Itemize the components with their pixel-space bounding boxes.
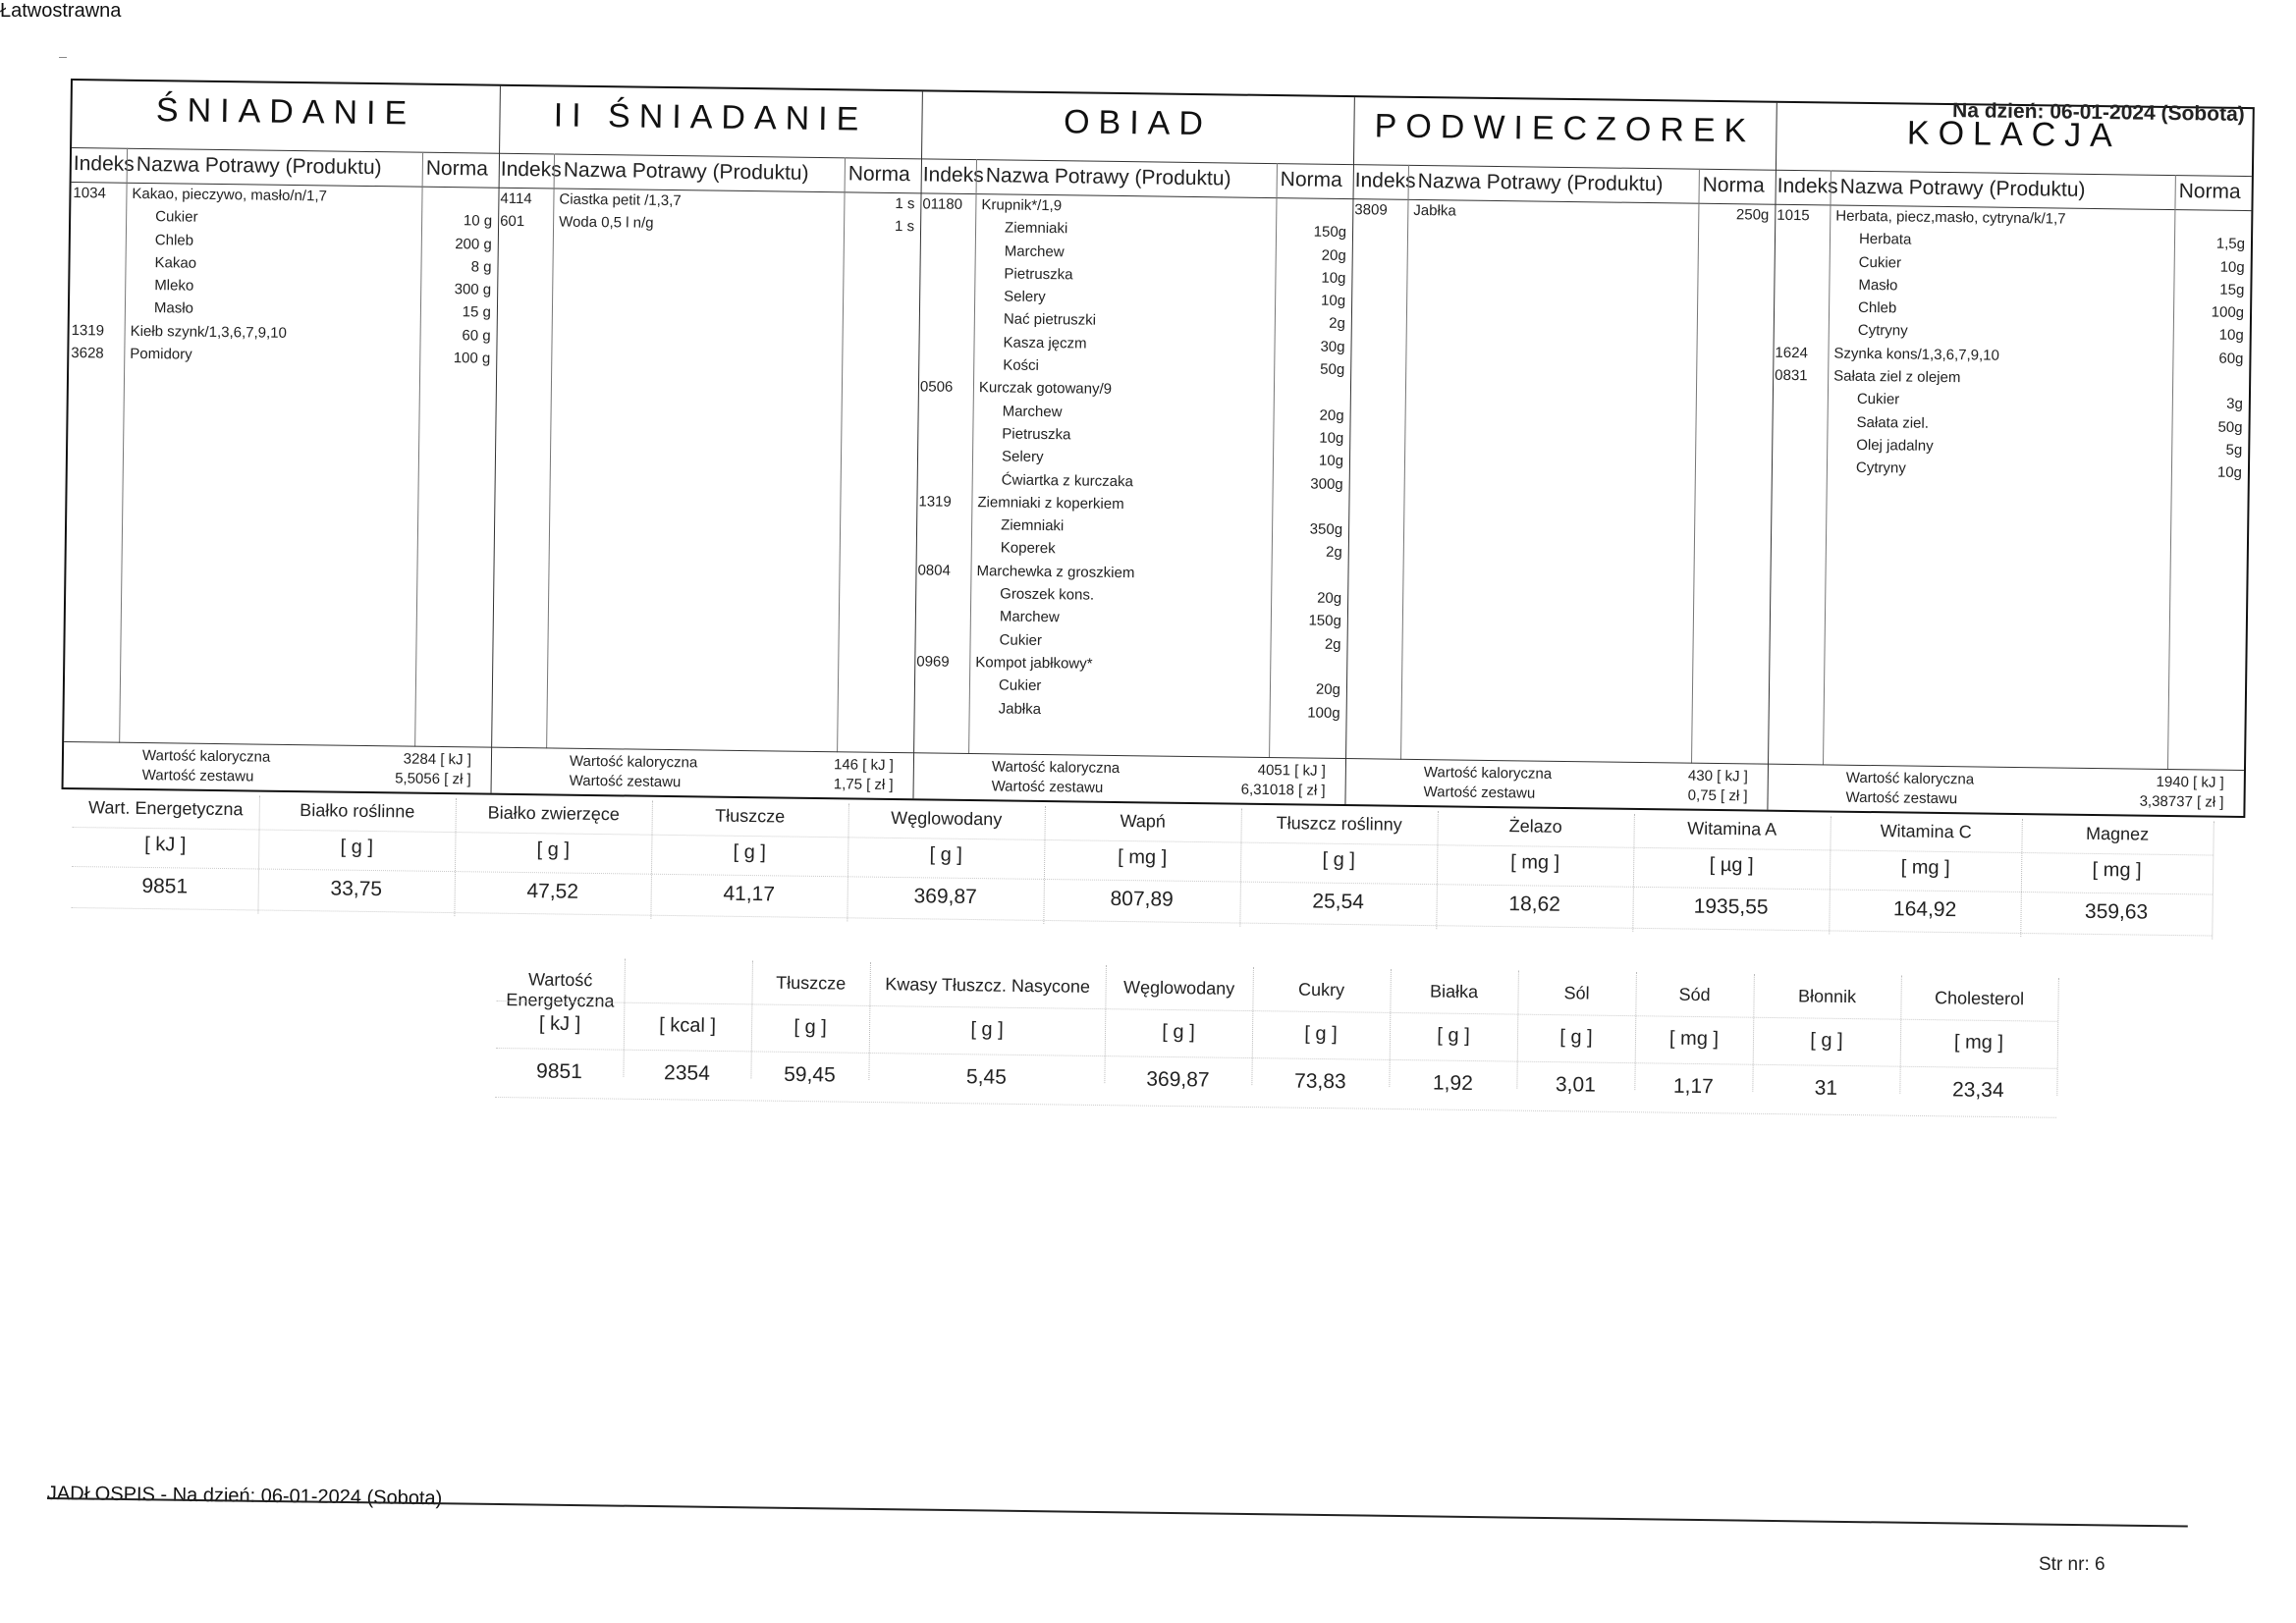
nutrient-value: 18,62 bbox=[1508, 893, 1561, 916]
row-norm: 20g bbox=[1317, 589, 1342, 608]
menu-table bbox=[62, 79, 2255, 818]
nutrient-value: 33,75 bbox=[330, 877, 383, 901]
nutrient-column bbox=[257, 795, 457, 916]
row-norm: 250g bbox=[1735, 206, 1770, 224]
row-product: Ziemniaki bbox=[1004, 219, 1068, 238]
nutrient-name: Tłuszcze bbox=[715, 805, 786, 827]
meal-summary bbox=[912, 752, 1345, 804]
row-norm: 8 g bbox=[470, 258, 492, 276]
meal-title: OBIAD bbox=[1063, 103, 1213, 143]
header-idx: Indeks bbox=[500, 157, 562, 182]
row-product: Ziemniaki bbox=[1001, 516, 1065, 535]
nutrient-column bbox=[1043, 806, 1242, 927]
row-norm: 60 g bbox=[462, 327, 491, 345]
meal-rows bbox=[498, 190, 921, 242]
header-idx: Indeks bbox=[1354, 169, 1416, 192]
row-norm: 100g bbox=[2211, 303, 2245, 322]
row-product: Chleb bbox=[154, 231, 194, 249]
row-norm: 10g bbox=[1321, 269, 1346, 287]
row-product: Cukier bbox=[1858, 253, 1902, 272]
cost-value: 3,38737 [ zł ] bbox=[2139, 792, 2224, 811]
nutrient-value: 31 bbox=[1814, 1076, 1838, 1100]
row-product: Jabłka bbox=[1413, 201, 1456, 220]
calorie-value: 3284 [ kJ ] bbox=[403, 750, 472, 769]
row-product: Cukier bbox=[155, 208, 198, 227]
meal-header-row bbox=[1775, 170, 2251, 211]
row-norm: 20g bbox=[1321, 246, 1346, 264]
row-norm: 50g bbox=[2217, 418, 2243, 436]
nutrient-name: Wapń bbox=[1120, 810, 1167, 832]
nutrient-value: 1,17 bbox=[1672, 1074, 1714, 1099]
row-index: 3628 bbox=[71, 345, 104, 362]
row-norm: 50g bbox=[1320, 360, 1345, 379]
meal-rows bbox=[1772, 207, 2252, 488]
row-product: Kompot jabłkowy* bbox=[975, 654, 1093, 673]
row-index: 1034 bbox=[73, 185, 106, 202]
row-product: Sałata ziel z olejem bbox=[1833, 367, 1961, 387]
row-norm: 150g bbox=[1313, 223, 1347, 242]
nutrient-value: 807,89 bbox=[1110, 887, 1174, 911]
cost-label: Wartość zestawu bbox=[991, 778, 1104, 796]
row-norm: 300 g bbox=[454, 281, 492, 298]
nutrient-column bbox=[1516, 971, 1637, 1097]
nutrient-unit: [ g ] bbox=[536, 839, 571, 861]
meal-summary bbox=[1767, 764, 2244, 816]
nutrient-unit: [ kJ ] bbox=[538, 1012, 581, 1036]
row-product: Sałata ziel. bbox=[1856, 413, 1930, 432]
nutrient-unit: [ g ] bbox=[929, 843, 963, 866]
row-product: Mleko bbox=[154, 277, 194, 295]
meal-title: KOLACJA bbox=[1906, 114, 2122, 155]
nutrient-column bbox=[868, 962, 1107, 1089]
meal-row bbox=[1352, 201, 1775, 230]
cost-value: 1,75 [ zł ] bbox=[833, 776, 894, 794]
nutrient-value: 47,52 bbox=[526, 880, 579, 903]
row-product: Ziemniaki z koperkiem bbox=[977, 493, 1124, 513]
nutrient-column bbox=[71, 793, 260, 913]
nutrient-value: 25,54 bbox=[1312, 890, 1365, 914]
meal-column bbox=[64, 81, 501, 793]
nutrient-value: 9851 bbox=[535, 1059, 582, 1084]
row-norm: 1 s bbox=[894, 218, 915, 236]
meal-rows bbox=[69, 185, 498, 373]
row-product: Herbata bbox=[1858, 231, 1912, 248]
row-index: 1319 bbox=[918, 493, 952, 511]
meal-row bbox=[69, 345, 496, 373]
row-product: Marchew bbox=[1004, 243, 1065, 260]
nutrient-unit: [ g ] bbox=[1162, 1020, 1195, 1044]
calorie-label: Wartość kaloryczna bbox=[1423, 764, 1553, 783]
nutrient-name: Magnez bbox=[2085, 823, 2150, 844]
meal-column bbox=[491, 86, 923, 799]
nutrient-name: Błonnik bbox=[1797, 986, 1857, 1007]
calorie-label: Wartość kaloryczna bbox=[991, 758, 1121, 778]
nutrient-name bbox=[625, 971, 752, 973]
nutrient-name: Sód bbox=[1678, 984, 1711, 1005]
row-index: 0831 bbox=[1775, 366, 1808, 385]
nutrient-name: Witamina C bbox=[1880, 821, 1972, 842]
nutrient-column bbox=[1899, 976, 2059, 1103]
row-product: Kasza jęczm bbox=[1003, 334, 1087, 352]
nutrient-name: Wart. Energetyczna bbox=[87, 797, 244, 820]
row-index: 0804 bbox=[917, 562, 952, 579]
nutrient-column bbox=[623, 959, 753, 1085]
nutrient-column bbox=[750, 960, 871, 1087]
row-product: Pietruszka bbox=[1002, 425, 1071, 444]
meal-rows bbox=[1352, 201, 1775, 230]
nutrient-column bbox=[1389, 969, 1519, 1096]
meal-column bbox=[912, 91, 1354, 804]
meal-column bbox=[1344, 97, 1777, 810]
nutrient-name: Tłuszcz roślinny bbox=[1276, 813, 1402, 835]
row-index: 1319 bbox=[71, 321, 105, 340]
nutrient-column bbox=[1752, 974, 1902, 1100]
meal-header-row bbox=[72, 147, 499, 189]
nutrient-name: Białko zwierzęce bbox=[487, 802, 620, 825]
row-product: Marchew bbox=[999, 608, 1060, 626]
header-norm: Norma bbox=[2178, 180, 2241, 203]
row-norm: 5g bbox=[2225, 441, 2243, 459]
header-name: Nazwa Potrawy (Produktu) bbox=[1417, 169, 1664, 196]
row-product: Groszek kons. bbox=[1000, 585, 1095, 604]
nutrient-value: 9851 bbox=[141, 874, 189, 898]
nutrient-name: Żelazo bbox=[1508, 816, 1562, 837]
row-norm: 10g bbox=[1321, 292, 1346, 310]
row-product: Herbata, piecz,masło, cytryna/k/1,7 bbox=[1835, 207, 2066, 228]
column-divider bbox=[546, 153, 555, 748]
row-product: Nać pietruszki bbox=[1003, 310, 1097, 330]
header-name: Nazwa Potrawy (Produktu) bbox=[1839, 175, 2086, 201]
row-norm: 20g bbox=[1315, 680, 1341, 699]
row-norm: 100g bbox=[1307, 704, 1340, 722]
header-norm: Norma bbox=[1280, 168, 1342, 191]
nutrient-value: 1935,55 bbox=[1693, 894, 1769, 919]
diet-name: Łatwostrawna bbox=[0, 0, 122, 22]
cost-label: Wartość zestawu bbox=[141, 767, 254, 785]
nutrient-column bbox=[1239, 809, 1439, 930]
row-norm: 300g bbox=[1310, 475, 1343, 493]
row-norm: 2g bbox=[1324, 635, 1341, 653]
header-name: Nazwa Potrawy (Produktu) bbox=[985, 164, 1231, 190]
row-product: Szynka kons/1,3,6,7,9,10 bbox=[1833, 345, 2000, 364]
row-index: 3809 bbox=[1354, 201, 1388, 219]
row-norm: 100 g bbox=[453, 350, 491, 367]
row-norm: 30g bbox=[1320, 338, 1345, 355]
nutrient-unit: [ mg ] bbox=[1900, 856, 1950, 880]
row-norm: 150g bbox=[1308, 612, 1341, 630]
row-index: 4114 bbox=[500, 189, 532, 208]
row-norm: 1,5g bbox=[2215, 235, 2246, 253]
nutrient-value: 73,83 bbox=[1293, 1069, 1346, 1094]
meal-summary bbox=[1344, 758, 1768, 810]
row-index: 01180 bbox=[922, 195, 963, 213]
row-product: Kiełb szynk/1,3,6,7,9,10 bbox=[130, 322, 288, 342]
cost-label: Wartość zestawu bbox=[569, 772, 682, 791]
nutrient-column bbox=[454, 798, 653, 919]
nutrient-unit: [ kcal ] bbox=[659, 1014, 717, 1037]
meal-title: ŚNIADANIE bbox=[155, 91, 416, 133]
meal-column bbox=[1767, 103, 2252, 816]
nutrient-value: 1,92 bbox=[1432, 1071, 1473, 1096]
column-divider bbox=[1400, 165, 1409, 760]
row-product: Selery bbox=[1001, 448, 1044, 466]
row-norm: 3g bbox=[2226, 396, 2243, 413]
calorie-label: Wartość kaloryczna bbox=[569, 752, 698, 772]
nutrient-unit: [ mg ] bbox=[1668, 1027, 1720, 1051]
nutrient-value: 23,34 bbox=[1951, 1078, 2004, 1103]
nutrient-column bbox=[1104, 965, 1254, 1092]
cost-label: Wartość zestawu bbox=[1423, 784, 1536, 802]
nutrient-name: Cukry bbox=[1297, 979, 1345, 1001]
row-product: Olej jadalny bbox=[1856, 436, 1934, 455]
nutrient-name: Białko roślinne bbox=[300, 800, 415, 822]
nutrient-column bbox=[1634, 972, 1755, 1099]
nutrient-column bbox=[2020, 819, 2214, 940]
row-norm: 10g bbox=[1319, 429, 1344, 447]
header-norm: Norma bbox=[425, 156, 488, 181]
row-norm: 60g bbox=[2218, 350, 2244, 367]
row-norm: 2g bbox=[1325, 544, 1342, 562]
meal-summary bbox=[64, 741, 492, 793]
nutrient-unit: [ mg ] bbox=[1510, 851, 1560, 874]
row-product: Woda 0,5 l n/g bbox=[559, 213, 654, 233]
header-idx: Indeks bbox=[922, 163, 984, 188]
cost-value: 5,5056 [ zł ] bbox=[395, 770, 471, 788]
nutrient-unit: [ mg ] bbox=[1118, 845, 1168, 869]
row-product: Cukier bbox=[998, 676, 1042, 695]
row-product: Pomidory bbox=[130, 345, 192, 363]
row-norm: 10g bbox=[2218, 327, 2244, 345]
row-norm: 1 s bbox=[895, 194, 915, 213]
nutrient-unit: [ g ] bbox=[1322, 848, 1356, 872]
nutrient-name: Węglowodany bbox=[891, 807, 1003, 830]
cost-label: Wartość zestawu bbox=[1845, 788, 1958, 808]
row-product: Chleb bbox=[1857, 299, 1897, 317]
row-norm: 10g bbox=[2219, 258, 2245, 276]
nutrient-value: 5,45 bbox=[965, 1065, 1008, 1089]
row-index: 0506 bbox=[919, 378, 954, 397]
row-product: Cukier bbox=[1856, 391, 1900, 408]
nutrient-value: 3,01 bbox=[1555, 1073, 1596, 1097]
nutrient-name: Wartość Energetyczna bbox=[506, 969, 615, 1011]
row-product: Marchew bbox=[1002, 403, 1063, 420]
nutrient-unit: [ mg ] bbox=[2092, 858, 2142, 882]
row-index: 0969 bbox=[916, 653, 950, 671]
calorie-value: 1940 [ kJ ] bbox=[2156, 773, 2224, 791]
nutrient-unit: [ g ] bbox=[793, 1015, 827, 1039]
calorie-value: 4051 [ kJ ] bbox=[1257, 761, 1326, 780]
row-product: Masło bbox=[1858, 276, 1898, 295]
meal-rows bbox=[913, 195, 1352, 728]
nutrient-unit: [ g ] bbox=[1559, 1026, 1593, 1049]
nutrient-unit: [ g ] bbox=[1304, 1022, 1338, 1046]
row-index: 1015 bbox=[1777, 206, 1810, 225]
nutrient-column bbox=[1251, 967, 1392, 1094]
footer-title: JADŁOSPIS - Na dzień: 06-01-2024 (Sobota) bbox=[46, 1483, 443, 1510]
nutrient-unit: [ g ] bbox=[733, 840, 767, 864]
cost-value: 6,31018 [ zł ] bbox=[1240, 781, 1326, 799]
nutrient-column bbox=[1632, 814, 1831, 935]
menu-date: Na dzień: 06-01-2024 (Sobota) bbox=[1951, 99, 2245, 126]
nutrient-unit: [ g ] bbox=[1437, 1024, 1470, 1047]
nutrient-value: 359,63 bbox=[2084, 899, 2149, 924]
nutrient-unit: [ g ] bbox=[1810, 1029, 1843, 1052]
meal-row bbox=[1772, 459, 2248, 488]
nutrient-column bbox=[847, 803, 1046, 924]
row-index: 1624 bbox=[1775, 344, 1808, 361]
meal-title: II ŚNIADANIE bbox=[553, 96, 868, 138]
nutrient-value: 59,45 bbox=[784, 1062, 836, 1087]
row-norm: 10g bbox=[1318, 452, 1344, 470]
row-product: Pietruszka bbox=[1004, 265, 1073, 284]
row-product: Selery bbox=[1004, 288, 1046, 306]
meal-summary bbox=[491, 747, 914, 799]
meal-header-row bbox=[1353, 164, 1776, 205]
page-number: Str nr: 6 bbox=[2039, 1554, 2105, 1575]
meal-header-row bbox=[499, 153, 921, 194]
nutrient-name: Sól bbox=[1563, 983, 1590, 1003]
row-product: Jabłka bbox=[998, 699, 1042, 718]
row-index: 601 bbox=[500, 213, 525, 231]
calorie-label: Wartość kaloryczna bbox=[141, 747, 271, 766]
header-idx: Indeks bbox=[73, 152, 135, 176]
nutrient-name: Tłuszcze bbox=[776, 972, 847, 994]
row-norm: 15g bbox=[2219, 281, 2245, 298]
row-product: Cukier bbox=[999, 631, 1043, 649]
row-product: Krupnik*/1,9 bbox=[981, 196, 1063, 215]
column-divider bbox=[1691, 169, 1700, 764]
nutrient-unit: [ kJ ] bbox=[144, 833, 187, 856]
nutrition-table-1 bbox=[71, 793, 2213, 940]
row-product: Ćwiartka z kurczaka bbox=[1001, 471, 1134, 490]
nutrient-name: Cholesterol bbox=[1934, 988, 2025, 1009]
nutrition-table-2 bbox=[495, 957, 2058, 1125]
row-norm: 10 g bbox=[463, 212, 493, 230]
nutrient-column bbox=[1436, 811, 1635, 932]
header-norm: Norma bbox=[847, 162, 910, 187]
nutrient-unit: [ g ] bbox=[970, 1018, 1004, 1041]
row-product: Kurczak gotowany/9 bbox=[978, 379, 1113, 399]
nutrient-unit: [ mg ] bbox=[1953, 1031, 2004, 1055]
nutrient-column bbox=[495, 957, 626, 1084]
nutrient-value: 369,87 bbox=[913, 885, 977, 909]
meal-header-row bbox=[921, 158, 1353, 199]
row-product: Kości bbox=[1003, 356, 1040, 375]
meal-title: PODWIECZOREK bbox=[1374, 107, 1756, 150]
row-norm: 20g bbox=[1319, 406, 1344, 424]
row-norm: 350g bbox=[1309, 520, 1343, 539]
nutrient-name: Kwasy Tłuszcz. Nasycone bbox=[885, 974, 1091, 997]
row-product: Kakao, pieczywo, masło/n/1,7 bbox=[132, 185, 328, 205]
row-product: Marchewka z groszkiem bbox=[976, 562, 1135, 581]
calorie-value: 430 [ kJ ] bbox=[1687, 767, 1748, 785]
nutrient-value: 41,17 bbox=[723, 882, 776, 906]
nutrient-name: Białka bbox=[1429, 981, 1479, 1002]
nutrient-value: 369,87 bbox=[1146, 1067, 1210, 1092]
calorie-value: 146 [ kJ ] bbox=[833, 756, 895, 775]
nutrient-value: 2354 bbox=[663, 1061, 710, 1085]
row-product: Kakao bbox=[154, 254, 197, 272]
nutrient-column bbox=[650, 801, 849, 922]
nutrient-column bbox=[1829, 816, 2023, 937]
row-product: Cytryny bbox=[1857, 322, 1908, 340]
header-idx: Indeks bbox=[1777, 174, 1838, 198]
row-product: Masło bbox=[153, 299, 194, 318]
row-norm: 15 g bbox=[462, 303, 492, 322]
header-norm: Norma bbox=[1702, 173, 1765, 197]
nutrient-unit: [ µg ] bbox=[1709, 853, 1754, 877]
header-name: Nazwa Potrawy (Produktu) bbox=[136, 152, 382, 180]
meal-row bbox=[498, 213, 920, 242]
row-product: Ciastka petit /1,3,7 bbox=[559, 190, 682, 210]
calorie-label: Wartość kaloryczna bbox=[1845, 769, 1975, 788]
row-norm: 200 g bbox=[455, 235, 492, 253]
row-norm: 2g bbox=[1329, 315, 1345, 333]
row-product: Koperek bbox=[1000, 539, 1056, 558]
meal-row bbox=[913, 699, 1345, 728]
nutrient-name: Węglowodany bbox=[1122, 977, 1235, 999]
row-product: Cytryny bbox=[1855, 460, 1906, 477]
nutrient-unit: [ g ] bbox=[340, 836, 374, 859]
nutrient-value: 164,92 bbox=[1892, 897, 1957, 922]
footer-divider bbox=[47, 1497, 2188, 1528]
scan-mark bbox=[59, 57, 67, 58]
cost-value: 0,75 [ zł ] bbox=[1687, 786, 1748, 805]
nutrient-name: Witamina A bbox=[1687, 818, 1777, 839]
column-divider bbox=[837, 157, 846, 752]
header-name: Nazwa Potrawy (Produktu) bbox=[563, 158, 809, 185]
row-norm: 10g bbox=[2216, 463, 2243, 482]
